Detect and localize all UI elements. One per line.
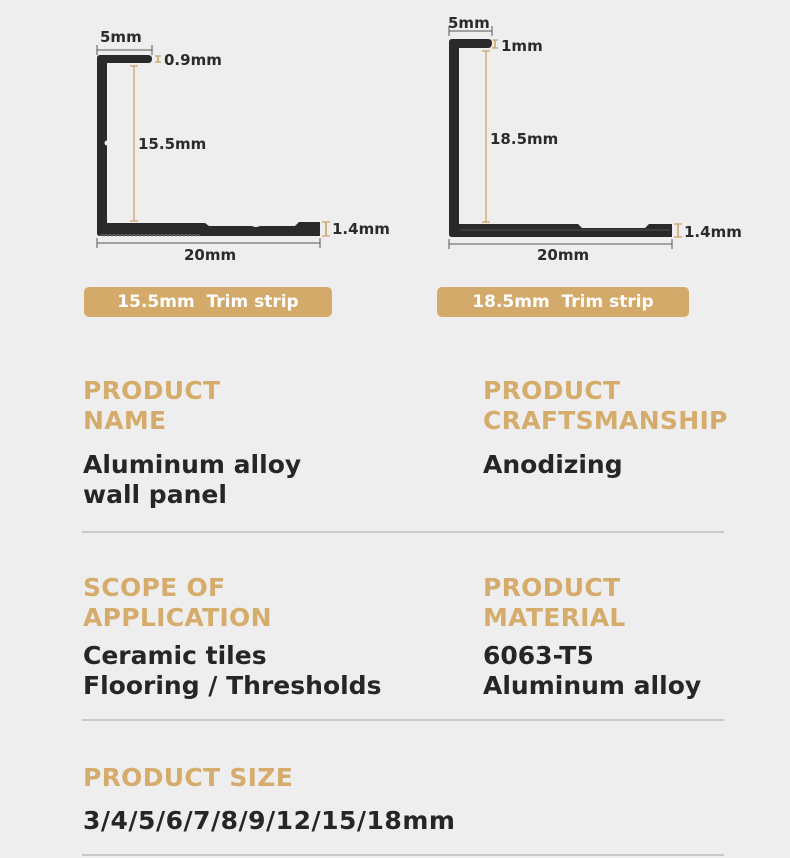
- bottom-width-label: 20mm: [184, 246, 237, 264]
- product-craftsmanship-value: [483, 450, 623, 480]
- value-line: 6063-T5: [483, 641, 594, 670]
- top-thickness-label: 1mm: [501, 37, 543, 55]
- product-name-value: [83, 450, 301, 510]
- heading-line: PRODUCT SIZE: [83, 763, 294, 792]
- bottom-width-label: 20mm: [537, 246, 590, 264]
- top-width-label: 5mm: [448, 14, 490, 32]
- product-size-heading: [83, 763, 293, 793]
- scope-of-application-heading: [83, 573, 272, 633]
- bottom-thickness-label: 1.4mm: [332, 220, 390, 238]
- height-label: 15.5mm: [138, 135, 207, 153]
- heading-line: PRODUCT: [83, 376, 221, 405]
- profile-18-5-shape: [449, 39, 672, 237]
- heading-line: NAME: [83, 406, 167, 435]
- value-line: Anodizing: [483, 450, 623, 479]
- heading-line: CRAFTSMANSHIP: [483, 406, 728, 435]
- bottom-thickness-label: 1.4mm: [684, 223, 742, 241]
- profile-15-5-diagram: [97, 28, 390, 264]
- value-line: Ceramic tiles: [83, 641, 267, 670]
- top-thickness-label: 0.9mm: [164, 51, 222, 69]
- heading-line: PRODUCT: [483, 573, 621, 602]
- height-label: 18.5mm: [490, 130, 559, 148]
- product-craftsmanship-heading: [483, 376, 728, 436]
- heading-line: SCOPE OF: [83, 573, 226, 602]
- top-width-label: 5mm: [100, 28, 142, 46]
- product-name-heading: [83, 376, 220, 436]
- value-line: Flooring / Thresholds: [83, 671, 382, 700]
- product-size-value: [83, 806, 455, 836]
- profile-18-5-diagram: [448, 14, 742, 264]
- value-line: Aluminum alloy: [483, 671, 702, 700]
- heading-line: MATERIAL: [483, 603, 626, 632]
- value-line: Aluminum alloy: [83, 450, 302, 479]
- divider: [82, 531, 724, 533]
- divider: [82, 719, 724, 721]
- product-material-heading: [483, 573, 626, 633]
- trim-strip-badge-18-5: 18.5mm Trim strip: [437, 287, 689, 317]
- value-line: 3/4/5/6/7/8/9/12/15/18mm: [83, 806, 456, 835]
- heading-line: APPLICATION: [83, 603, 272, 632]
- profile-diagrams: [0, 0, 790, 330]
- divider: [82, 854, 724, 856]
- scope-of-application-value: [83, 641, 381, 701]
- value-line: wall panel: [83, 480, 227, 509]
- trim-strip-badge-15-5: 15.5mm Trim strip: [84, 287, 332, 317]
- profile-15-5-shape: [97, 55, 320, 236]
- heading-line: PRODUCT: [483, 376, 621, 405]
- product-material-value: [483, 641, 701, 701]
